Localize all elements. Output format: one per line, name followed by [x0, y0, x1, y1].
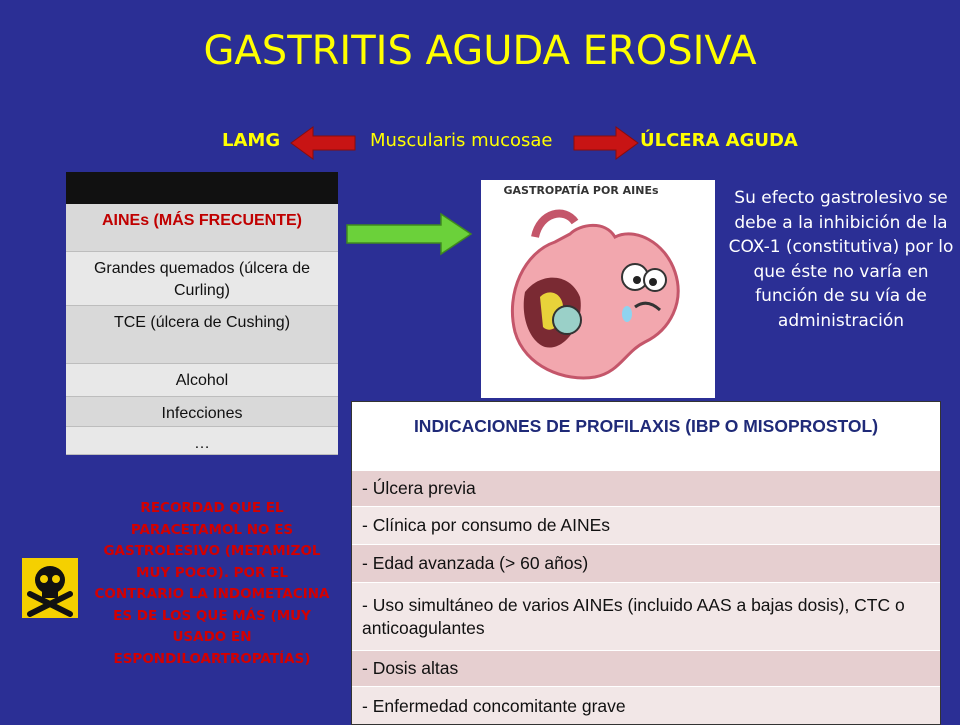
indication-row: - Uso simultáneo de varios AINEs (incluido AAS a bajas dosis), CTC o anticoagulantes	[352, 582, 940, 650]
indication-row: - Úlcera previa	[352, 470, 940, 506]
cause-row: TCE (úlcera de Cushing)	[66, 306, 338, 364]
stomach-cartoon-icon	[495, 202, 695, 392]
left-red-arrow-icon	[289, 125, 359, 161]
cause-row: Alcohol	[66, 364, 338, 397]
indication-row: - Dosis altas	[352, 650, 940, 686]
cause-row: AINEs (MÁS FRECUENTE)	[66, 204, 338, 252]
slide-title: GASTRITIS AGUDA EROSIVA	[203, 28, 757, 74]
illustration-caption: GASTROPATÍA POR AINEs	[503, 184, 659, 197]
skull-crossbones-icon	[22, 558, 78, 618]
right-red-arrow-icon	[570, 125, 640, 161]
paracetamol-note: RECORDAD QUE EL PARACETAMOL NO ES GASTROLESIVO (METAMIZOL MUY POCO). POR EL CONTRARIO LA INDOMETACINA ES DE LOS QUE MÁS (MUY USADO EN ESPONDILOARTROPATÍAS)	[94, 500, 330, 667]
causes-table	[66, 172, 338, 455]
lamg-label: LAMG	[222, 130, 281, 151]
indication-row: - Edad avanzada (> 60 años)	[352, 544, 940, 582]
ulcera-aguda-label: ÚLCERA AGUDA	[640, 130, 798, 151]
prophylaxis-table-header: INDICACIONES DE PROFILAXIS (IBP O MISOPROSTOL)	[352, 402, 940, 470]
indication-row: - Enfermedad concomitante grave	[352, 686, 940, 724]
cause-row: …	[66, 427, 338, 455]
gastropathy-illustration	[481, 180, 715, 398]
muscularis-label: Muscularis mucosae	[370, 130, 553, 151]
causes-table-header	[66, 172, 338, 204]
cause-row: Grandes quemados (úlcera de Curling)	[66, 252, 338, 306]
prophylaxis-table	[351, 401, 941, 725]
cox1-explanation: Su efecto gastrolesivo se debe a la inhibición de la COX-1 (constitutiva) por lo que éste no varía en función de su vía de administración	[728, 188, 954, 331]
indication-row: - Clínica por consumo de AINEs	[352, 506, 940, 544]
cause-row: Infecciones	[66, 397, 338, 427]
green-arrow-icon	[345, 212, 475, 256]
